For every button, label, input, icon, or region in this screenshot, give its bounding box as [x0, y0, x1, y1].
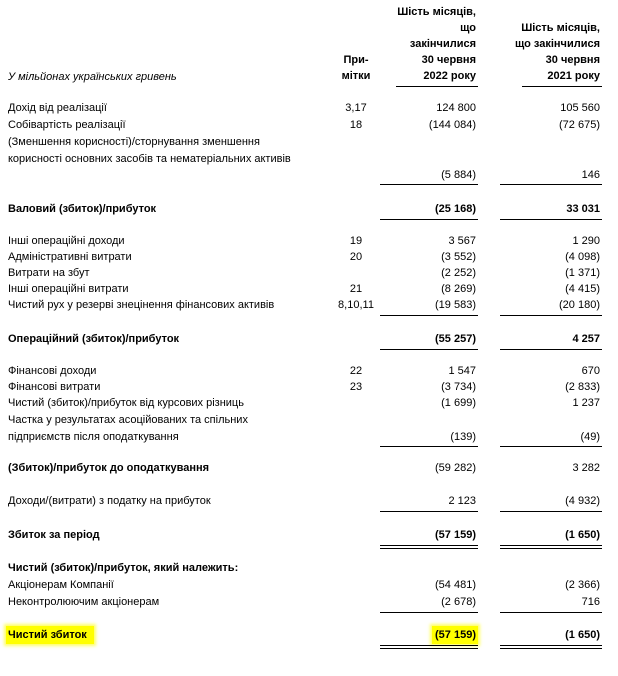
total-double-line-2022 [380, 545, 478, 549]
total-double-line-2021 [500, 645, 602, 649]
subtotal-line-2021 [500, 219, 602, 220]
unit-label: У мільйонах українських гривень [8, 71, 177, 83]
header-underline-2021 [522, 86, 602, 87]
subtotal-line-2022 [380, 349, 478, 350]
subtotal-line-2021 [500, 349, 602, 350]
subtotal-line-2022 [380, 219, 478, 220]
subtotal-line-2021 [500, 446, 602, 447]
col-2022-header: Шість місяців, що закінчилися 30 червня 2022 року [397, 6, 476, 82]
total-double-line-2022 [380, 645, 478, 649]
subtotal-line-2022 [380, 612, 478, 613]
income-statement: Шість місяців, що закінчилися 30 червня 2022 року Шість місяців, що закінчилися 30 червня 2021 року При- мітки У мільйонах українських гривень Дохід від реалізації 3,17 124 800 105 560 Собівартість реалізації 18 (144 084) (72 675) (Зменшення корисності)/сторнування зменшення корисності основних засобів та нематеріальних активів (5 884) 146 Валовий (збиток)/прибуток (25 168) 33 031 Інші операційні доходи 19 3 567 1 290 Адміністративні витрати 20 (3 552) (4 098) Витрати на збут (2 252) (1 371) Інші операційні витрати 21 (8 269) (4 415) Чистий рух у резерві знецінення фінансових активів 8,10,11 (19 583) (20 180) Операційний (збиток)/прибуток (55 257) 4 257 Фінансові доходи 22 1 547 670 Фінансові витрати 23 (3 734) (2 833) Чистий (збиток)/прибуток від курсових різниць (1 699) 1 237 Частка у результатах асоційованих та спільних підприємств після оподаткування (139) (49) (Збиток)/прибуток до оподаткування (59 282) 3 282 Доходи/(витрати) з податку на прибуток 2 123 (4 932) Збиток за період (57 159) (1 650) Чистий (збиток)/прибуток, який належить: Акціонерам Компанії (54 481) (2 366) Неконтролюючим акціонерам (2 678) 716 Чистий збиток (57 159) (1 650) [0, 0, 618, 676]
subtotal-line-2021 [500, 315, 602, 316]
notes-header: При- мітки [341, 54, 371, 82]
subtotal-line-2022 [380, 511, 478, 512]
col-2021-header: Шість місяців, що закінчилися 30 червня 2021 року [515, 22, 600, 82]
subtotal-line-2021 [500, 511, 602, 512]
total-double-line-2021 [500, 545, 602, 549]
header-underline-2022 [396, 86, 478, 87]
subtotal-line-2021 [500, 612, 602, 613]
subtotal-line-2022 [380, 184, 478, 185]
subtotal-line-2022 [380, 315, 478, 316]
subtotal-line-2022 [380, 446, 478, 447]
subtotal-line-2021 [500, 184, 602, 185]
